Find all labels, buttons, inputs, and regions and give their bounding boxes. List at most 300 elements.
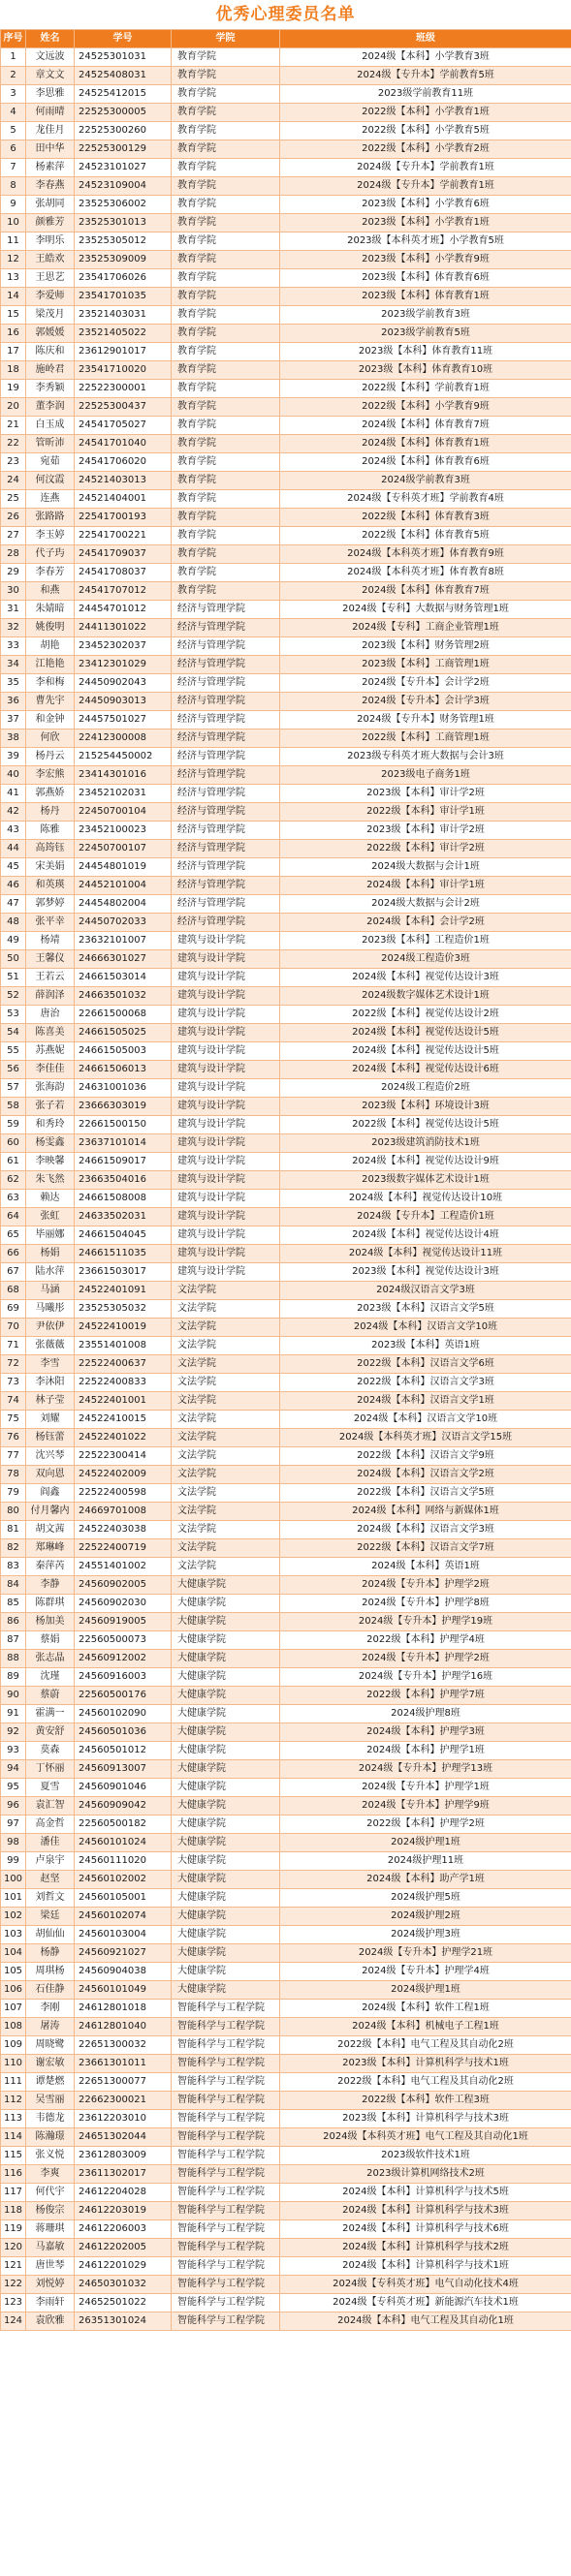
student-id: 23521405022 — [75, 325, 172, 343]
row-number: 97 — [1, 1816, 26, 1834]
table-row — [1, 601, 571, 619]
student-id: 23452302037 — [75, 637, 172, 656]
student-name: 管昕沛 — [26, 435, 75, 453]
class-name: 2024级【本科】汉语言文学1班 — [280, 1392, 571, 1411]
student-name: 双向恩 — [26, 1466, 75, 1484]
row-number: 63 — [1, 1190, 26, 1208]
student-id: 24669701008 — [75, 1503, 172, 1521]
student-id: 24612202005 — [75, 2239, 172, 2257]
student-name: 何汶霞 — [26, 472, 75, 490]
class-name: 2024级【专科英才班】新能源汽车技术1班 — [280, 2294, 571, 2312]
student-id: 24525408031 — [75, 67, 172, 85]
college-name: 建筑与设计学院 — [172, 1061, 280, 1079]
college-name: 大健康学院 — [172, 1908, 280, 1926]
class-name: 2023级学前教育3班 — [280, 306, 571, 325]
row-number: 110 — [1, 2055, 26, 2073]
student-id: 22522400637 — [75, 1355, 172, 1374]
table-row — [1, 233, 571, 251]
student-id: 24560902005 — [75, 1576, 172, 1595]
college-name: 大健康学院 — [172, 1797, 280, 1816]
class-name: 2023级【本科】体育教育10班 — [280, 361, 571, 380]
table-row — [1, 1908, 571, 1926]
college-name: 文法学院 — [172, 1282, 280, 1300]
row-number: 52 — [1, 987, 26, 1006]
column-header-class: 班级 — [280, 30, 571, 48]
class-name: 2024级【本科】助产学1班 — [280, 1871, 571, 1889]
college-name: 大健康学院 — [172, 1926, 280, 1944]
class-name: 2022级【本科】学前教育1班 — [280, 380, 571, 398]
student-id: 24560101024 — [75, 1834, 172, 1852]
row-number: 47 — [1, 895, 26, 914]
table-row — [1, 1466, 571, 1484]
student-id: 22450700104 — [75, 803, 172, 822]
table-row — [1, 950, 571, 969]
class-name: 2024级护理1班 — [280, 1981, 571, 2000]
student-id: 24411301022 — [75, 619, 172, 637]
student-name: 郭燕娇 — [26, 785, 75, 803]
class-name: 2024级【专科英才班】学前教育4班 — [280, 490, 571, 509]
student-id: 24525412015 — [75, 85, 172, 104]
college-name: 经济与管理学院 — [172, 656, 280, 674]
college-name: 大健康学院 — [172, 1687, 280, 1705]
table-row — [1, 1171, 571, 1190]
student-name: 曹先宇 — [26, 693, 75, 711]
student-id: 24541708037 — [75, 564, 172, 582]
college-name: 建筑与设计学院 — [172, 1024, 280, 1042]
college-name: 大健康学院 — [172, 1723, 280, 1742]
student-name: 王皓欢 — [26, 251, 75, 269]
class-name: 2023级【本科】小学教育9班 — [280, 251, 571, 269]
student-name: 高金哲 — [26, 1816, 75, 1834]
row-number: 28 — [1, 545, 26, 564]
college-name: 智能科学与工程学院 — [172, 2220, 280, 2239]
table-row — [1, 288, 571, 306]
row-number: 62 — [1, 1171, 26, 1190]
student-id: 24612201029 — [75, 2257, 172, 2276]
student-id: 22522400719 — [75, 1539, 172, 1558]
class-name: 2024级汉语言文学3班 — [280, 1282, 571, 1300]
student-name: 马嘉敏 — [26, 2239, 75, 2257]
student-name: 潘佳 — [26, 1834, 75, 1852]
table-row — [1, 1263, 571, 1282]
column-header-name: 姓名 — [26, 30, 75, 48]
row-number: 10 — [1, 214, 26, 233]
student-name: 梁茂月 — [26, 306, 75, 325]
class-name: 2024级【专升本】护理学13班 — [280, 1760, 571, 1779]
student-id: 22525300129 — [75, 140, 172, 159]
student-name: 阎鑫 — [26, 1484, 75, 1503]
table-row — [1, 1245, 571, 1263]
table-row — [1, 2165, 571, 2184]
class-name: 2023级【本科】计算机科学与技术3班 — [280, 2110, 571, 2128]
student-name: 连燕 — [26, 490, 75, 509]
row-number: 86 — [1, 1613, 26, 1631]
student-id: 23525305012 — [75, 233, 172, 251]
student-name: 郑琳峰 — [26, 1539, 75, 1558]
row-number: 117 — [1, 2184, 26, 2202]
college-name: 大健康学院 — [172, 1613, 280, 1631]
college-name: 建筑与设计学院 — [172, 1208, 280, 1226]
table-row — [1, 822, 571, 840]
college-name: 文法学院 — [172, 1300, 280, 1319]
row-number: 49 — [1, 932, 26, 950]
table-row — [1, 1355, 571, 1374]
student-name: 杨俊宗 — [26, 2202, 75, 2220]
student-name: 李春燕 — [26, 177, 75, 196]
table-row — [1, 2128, 571, 2147]
student-id: 24560902030 — [75, 1595, 172, 1613]
student-name: 李秀颖 — [26, 380, 75, 398]
college-name: 教育学院 — [172, 453, 280, 472]
table-row — [1, 840, 571, 858]
table-row — [1, 1098, 571, 1116]
table-row — [1, 1834, 571, 1852]
student-id: 24560102074 — [75, 1908, 172, 1926]
table-row — [1, 1576, 571, 1595]
table-row — [1, 1595, 571, 1613]
student-id: 23666303019 — [75, 1098, 172, 1116]
student-id: 24454701012 — [75, 601, 172, 619]
class-name: 2022级【本科】小学教育1班 — [280, 104, 571, 122]
table-row — [1, 1282, 571, 1300]
college-name: 教育学院 — [172, 104, 280, 122]
table-row — [1, 1503, 571, 1521]
table-row — [1, 1411, 571, 1429]
row-number: 77 — [1, 1447, 26, 1466]
college-name: 大健康学院 — [172, 1944, 280, 1963]
row-number: 122 — [1, 2276, 26, 2294]
student-name: 刘哲文 — [26, 1889, 75, 1908]
class-name: 2023级【本科】计算机科学与技术1班 — [280, 2055, 571, 2073]
class-name: 2022级【本科】体育教育3班 — [280, 509, 571, 527]
class-name: 2022级【本科】小学教育5班 — [280, 122, 571, 140]
table-row — [1, 1742, 571, 1760]
class-name: 2024级【本科】会计学2班 — [280, 914, 571, 932]
college-name: 大健康学院 — [172, 1963, 280, 1981]
student-id: 24633502031 — [75, 1208, 172, 1226]
student-name: 张义悦 — [26, 2147, 75, 2165]
college-name: 大健康学院 — [172, 1631, 280, 1650]
table-row — [1, 803, 571, 822]
college-name: 智能科学与工程学院 — [172, 2165, 280, 2184]
college-name: 大健康学院 — [172, 1742, 280, 1760]
college-name: 智能科学与工程学院 — [172, 2110, 280, 2128]
college-name: 教育学院 — [172, 140, 280, 159]
student-name: 龙佳月 — [26, 122, 75, 140]
student-id: 23661503017 — [75, 1263, 172, 1282]
student-name: 杨钰蕾 — [26, 1429, 75, 1447]
row-number: 43 — [1, 822, 26, 840]
row-number: 58 — [1, 1098, 26, 1116]
row-number: 101 — [1, 1889, 26, 1908]
table-row — [1, 1558, 571, 1576]
college-name: 教育学院 — [172, 380, 280, 398]
table-row — [1, 693, 571, 711]
class-name: 2024级【本科】软件工程1班 — [280, 2000, 571, 2018]
table-row — [1, 1319, 571, 1337]
table-row — [1, 2220, 571, 2239]
table-row — [1, 1926, 571, 1944]
row-number: 31 — [1, 601, 26, 619]
college-name: 建筑与设计学院 — [172, 1263, 280, 1282]
table-row — [1, 1871, 571, 1889]
student-id: 24541705027 — [75, 417, 172, 435]
student-name: 莫森 — [26, 1742, 75, 1760]
table-row — [1, 1852, 571, 1871]
student-id: 24560901046 — [75, 1779, 172, 1797]
class-name: 2024级【本科】机械电子工程1班 — [280, 2018, 571, 2036]
student-id: 24560501036 — [75, 1723, 172, 1742]
class-name: 2024级【本科】计算机科学与技术3班 — [280, 2202, 571, 2220]
class-name: 2022级【本科】审计学2班 — [280, 840, 571, 858]
student-name: 胡文茜 — [26, 1521, 75, 1539]
row-number: 26 — [1, 509, 26, 527]
class-name: 2024级【本科】护理学1班 — [280, 1742, 571, 1760]
table-row — [1, 1981, 571, 2000]
student-name: 张胡同 — [26, 196, 75, 214]
college-name: 大健康学院 — [172, 1852, 280, 1871]
college-name: 经济与管理学院 — [172, 729, 280, 748]
table-row — [1, 914, 571, 932]
table-row — [1, 490, 571, 509]
student-name: 杨加美 — [26, 1613, 75, 1631]
college-name: 建筑与设计学院 — [172, 969, 280, 987]
student-name: 李佳佳 — [26, 1061, 75, 1079]
row-number: 94 — [1, 1760, 26, 1779]
college-name: 建筑与设计学院 — [172, 1079, 280, 1098]
student-name: 颜雅芳 — [26, 214, 75, 233]
student-id: 22525300437 — [75, 398, 172, 417]
row-number: 72 — [1, 1355, 26, 1374]
student-name: 刘耀 — [26, 1411, 75, 1429]
college-name: 教育学院 — [172, 251, 280, 269]
student-name: 陈喜美 — [26, 1024, 75, 1042]
student-name: 代子玙 — [26, 545, 75, 564]
table-row — [1, 269, 571, 288]
student-name: 郭媛媛 — [26, 325, 75, 343]
class-name: 2024级【本科】审计学1班 — [280, 877, 571, 895]
student-name: 张子若 — [26, 1098, 75, 1116]
row-number: 81 — [1, 1521, 26, 1539]
row-number: 57 — [1, 1079, 26, 1098]
row-number: 120 — [1, 2239, 26, 2257]
table-row — [1, 1779, 571, 1797]
table-row — [1, 361, 571, 380]
table-row — [1, 1226, 571, 1245]
college-name: 文法学院 — [172, 1411, 280, 1429]
college-name: 大健康学院 — [172, 1760, 280, 1779]
student-name: 王思艺 — [26, 269, 75, 288]
class-name: 2024级【专科英才班】电气自动化技术4班 — [280, 2276, 571, 2294]
college-name: 教育学院 — [172, 417, 280, 435]
college-name: 大健康学院 — [172, 1779, 280, 1797]
row-number: 74 — [1, 1392, 26, 1411]
college-name: 文法学院 — [172, 1503, 280, 1521]
college-name: 经济与管理学院 — [172, 766, 280, 785]
student-id: 23611302017 — [75, 2165, 172, 2184]
student-name: 付月馨内 — [26, 1503, 75, 1521]
college-name: 大健康学院 — [172, 1871, 280, 1889]
class-name: 2023级【本科】工商管理1班 — [280, 656, 571, 674]
college-name: 经济与管理学院 — [172, 785, 280, 803]
row-number: 45 — [1, 858, 26, 877]
class-name: 2024级【本科】护理学3班 — [280, 1723, 571, 1742]
row-number: 60 — [1, 1134, 26, 1153]
table-row — [1, 656, 571, 674]
college-name: 经济与管理学院 — [172, 637, 280, 656]
row-number: 48 — [1, 914, 26, 932]
class-name: 2022级【本科】护理学2班 — [280, 1816, 571, 1834]
table-row — [1, 1134, 571, 1153]
table-row — [1, 1705, 571, 1723]
class-name: 2023级电子商务1班 — [280, 766, 571, 785]
row-number: 12 — [1, 251, 26, 269]
student-name: 马涵 — [26, 1282, 75, 1300]
student-id: 24612206003 — [75, 2220, 172, 2239]
page-title: 优秀心理委员名单 — [215, 5, 356, 24]
college-name: 教育学院 — [172, 509, 280, 527]
table-row — [1, 1539, 571, 1558]
college-name: 智能科学与工程学院 — [172, 2092, 280, 2110]
college-name: 文法学院 — [172, 1466, 280, 1484]
row-number: 66 — [1, 1245, 26, 1263]
class-name: 2022级【本科】汉语言文学6班 — [280, 1355, 571, 1374]
class-name: 2023级计算机网络技术2班 — [280, 2165, 571, 2184]
college-name: 经济与管理学院 — [172, 711, 280, 729]
row-number: 55 — [1, 1042, 26, 1061]
class-name: 2022级【本科】体育教育5班 — [280, 527, 571, 545]
student-name: 李思雅 — [26, 85, 75, 104]
class-name: 2024级【本科】视觉传达设计11班 — [280, 1245, 571, 1263]
college-name: 建筑与设计学院 — [172, 1042, 280, 1061]
class-name: 2023级【本科】环境设计3班 — [280, 1098, 571, 1116]
student-name: 苏燕妮 — [26, 1042, 75, 1061]
row-number: 121 — [1, 2257, 26, 2276]
student-id: 24560904038 — [75, 1963, 172, 1981]
college-name: 智能科学与工程学院 — [172, 2184, 280, 2202]
class-name: 2024级【本科】汉语言文学3班 — [280, 1521, 571, 1539]
student-id: 24457501027 — [75, 711, 172, 729]
college-name: 智能科学与工程学院 — [172, 2036, 280, 2055]
table-row — [1, 1061, 571, 1079]
college-name: 大健康学院 — [172, 1576, 280, 1595]
student-id: 24454801019 — [75, 858, 172, 877]
row-number: 56 — [1, 1061, 26, 1079]
college-name: 教育学院 — [172, 196, 280, 214]
college-name: 文法学院 — [172, 1447, 280, 1466]
table-row — [1, 2110, 571, 2128]
row-number: 61 — [1, 1153, 26, 1171]
table-row — [1, 637, 571, 656]
row-number: 90 — [1, 1687, 26, 1705]
class-name: 2022级【本科】电气工程及其自动化2班 — [280, 2036, 571, 2055]
table-row — [1, 1797, 571, 1816]
table-row — [1, 619, 571, 637]
row-number: 119 — [1, 2220, 26, 2239]
student-id: 22522300001 — [75, 380, 172, 398]
row-number: 112 — [1, 2092, 26, 2110]
class-name: 2024级【本科英才班】电气工程及其自动化1班 — [280, 2128, 571, 2147]
class-name: 2024级工程造价3班 — [280, 950, 571, 969]
table-row — [1, 969, 571, 987]
row-number: 80 — [1, 1503, 26, 1521]
college-name: 文法学院 — [172, 1337, 280, 1355]
student-name: 薛润泽 — [26, 987, 75, 1006]
student-name: 白玉成 — [26, 417, 75, 435]
student-name: 秦萍芮 — [26, 1558, 75, 1576]
student-id: 22525300005 — [75, 104, 172, 122]
student-name: 朱婧暗 — [26, 601, 75, 619]
college-name: 文法学院 — [172, 1319, 280, 1337]
class-name: 2023级专科英才班大数据与会计3班 — [280, 748, 571, 766]
college-name: 大健康学院 — [172, 1981, 280, 2000]
row-number: 50 — [1, 950, 26, 969]
student-name: 卢泉宇 — [26, 1852, 75, 1871]
table-row — [1, 932, 571, 950]
student-id: 22522400598 — [75, 1484, 172, 1503]
row-number: 100 — [1, 1871, 26, 1889]
table-row — [1, 2312, 571, 2331]
student-id: 24522401091 — [75, 1282, 172, 1300]
college-name: 建筑与设计学院 — [172, 987, 280, 1006]
college-name: 建筑与设计学院 — [172, 932, 280, 950]
class-name: 2023级数字媒体艺术设计1班 — [280, 1171, 571, 1190]
student-id: 22541700221 — [75, 527, 172, 545]
table-row — [1, 1429, 571, 1447]
class-name: 2023级学前教育11班 — [280, 85, 571, 104]
student-name: 赵坚 — [26, 1871, 75, 1889]
student-id: 23637101014 — [75, 1134, 172, 1153]
student-id: 24560909042 — [75, 1797, 172, 1816]
row-number: 75 — [1, 1411, 26, 1429]
college-name: 智能科学与工程学院 — [172, 2294, 280, 2312]
row-number: 36 — [1, 693, 26, 711]
student-name: 陈庆和 — [26, 343, 75, 361]
table-row — [1, 1190, 571, 1208]
college-name: 教育学院 — [172, 527, 280, 545]
student-name: 宛茹 — [26, 453, 75, 472]
student-id: 24560111020 — [75, 1852, 172, 1871]
student-id: 24523109004 — [75, 177, 172, 196]
student-name: 袁汇智 — [26, 1797, 75, 1816]
row-number: 96 — [1, 1797, 26, 1816]
college-name: 智能科学与工程学院 — [172, 2018, 280, 2036]
student-id: 24560105001 — [75, 1889, 172, 1908]
college-name: 大健康学院 — [172, 1650, 280, 1668]
class-name: 2024级【本科】计算机科学与技术1班 — [280, 2257, 571, 2276]
student-name: 石佳静 — [26, 1981, 75, 2000]
table-row — [1, 509, 571, 527]
student-name: 杨素萍 — [26, 159, 75, 177]
row-number: 104 — [1, 1944, 26, 1963]
college-name: 建筑与设计学院 — [172, 950, 280, 969]
table-row — [1, 2294, 571, 2312]
student-id: 23525306002 — [75, 196, 172, 214]
student-id: 23525301013 — [75, 214, 172, 233]
student-id: 24525301031 — [75, 48, 172, 67]
student-id: 24450902043 — [75, 674, 172, 693]
row-number: 106 — [1, 1981, 26, 2000]
row-number: 17 — [1, 343, 26, 361]
class-name: 2024级【专升本】护理学16班 — [280, 1668, 571, 1687]
student-name: 高筠钰 — [26, 840, 75, 858]
class-name: 2023级【本科】工程造价1班 — [280, 932, 571, 950]
college-name: 教育学院 — [172, 490, 280, 509]
student-id: 24663501032 — [75, 987, 172, 1006]
row-number: 59 — [1, 1116, 26, 1134]
college-name: 经济与管理学院 — [172, 840, 280, 858]
table-row — [1, 472, 571, 490]
